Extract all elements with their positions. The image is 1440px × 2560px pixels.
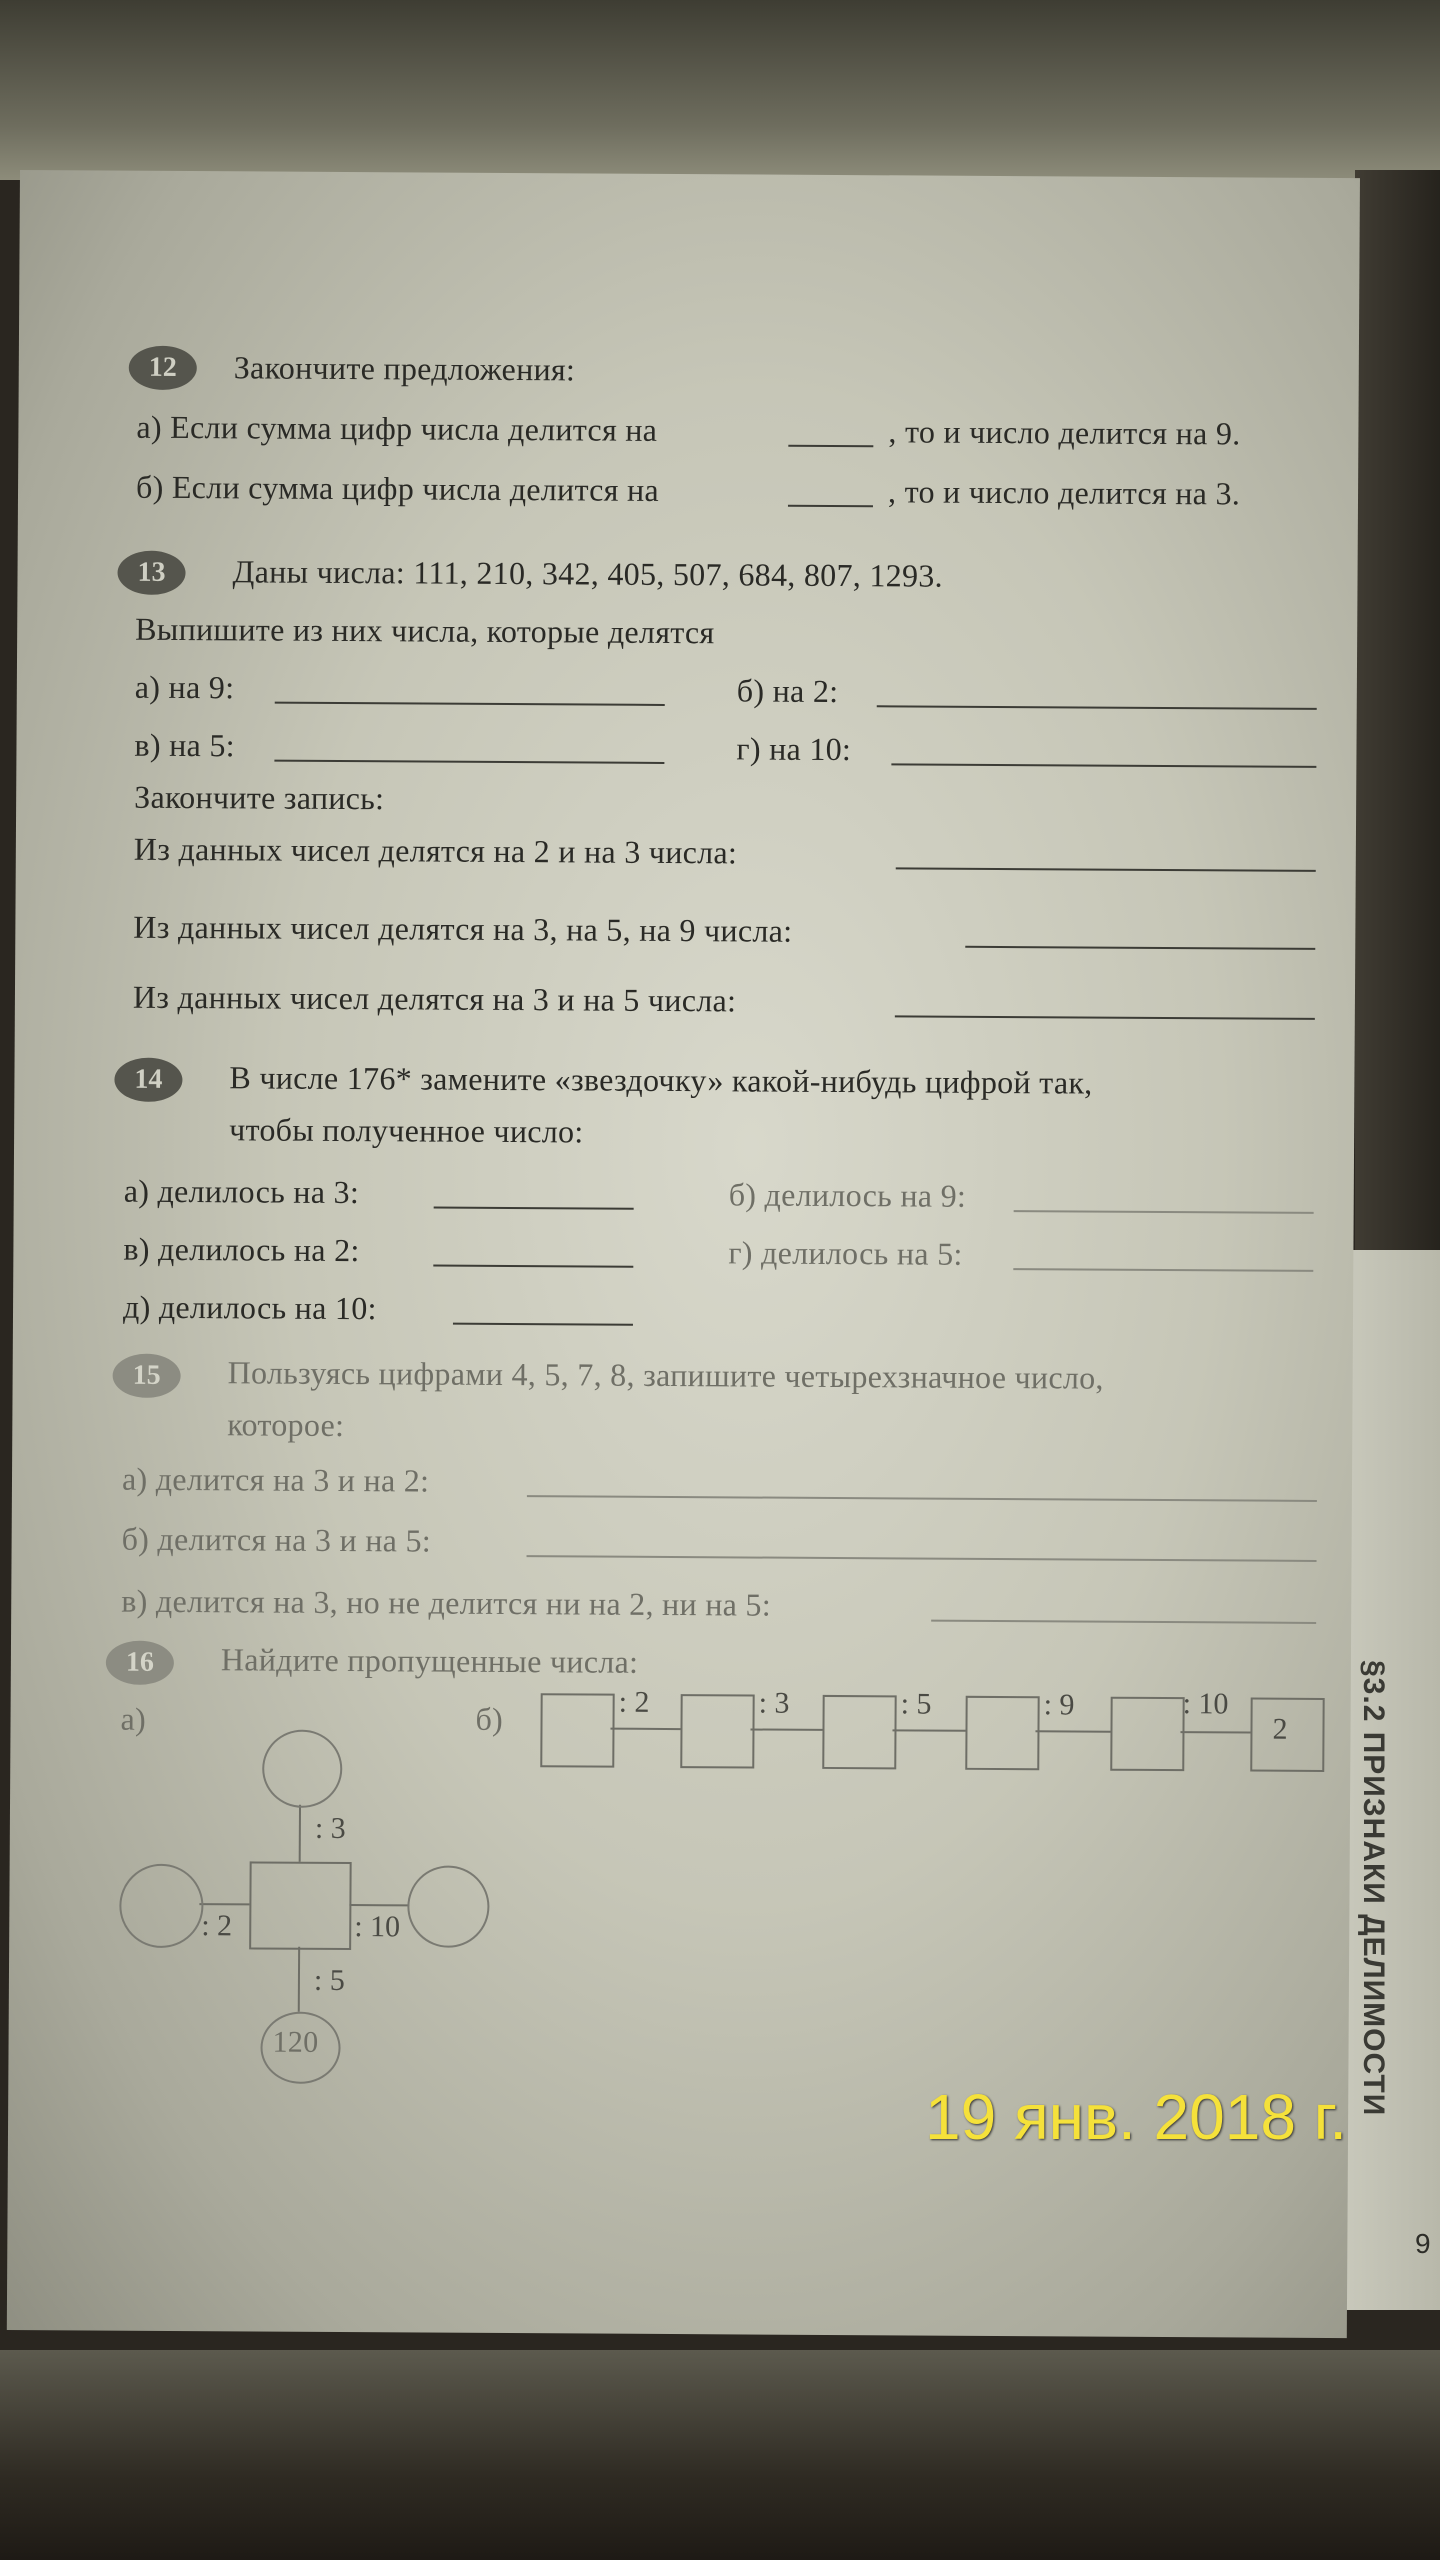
task-15-b-label: б) делится на 3 и на 5:	[121, 1520, 432, 1559]
task-15-title-line2: которое:	[227, 1406, 345, 1444]
task-16-title: Найдите пропущенные числа:	[220, 1641, 639, 1680]
photo-background-top	[0, 0, 1440, 180]
task-16-a-op-down: : 5	[313, 1963, 345, 1998]
task-14-b-label: б) делилось на 9:	[728, 1176, 967, 1214]
task-12-number: 12	[129, 346, 197, 390]
task-16-a-result: 120	[272, 2025, 319, 2059]
task-13-b-label: б) на 2:	[736, 672, 839, 710]
task-14-d-label: д) делилось на 10:	[122, 1288, 377, 1327]
task-13-finish: Закончите запись:	[134, 778, 385, 817]
task-15-number: 15	[113, 1354, 181, 1398]
task-16-number: 16	[106, 1641, 174, 1685]
task-16-b-arrows	[8, 170, 1360, 2178]
task-16-b-result: 2	[1272, 1712, 1288, 1746]
task-13-g-label: г) на 10:	[736, 730, 852, 768]
task-14-number: 14	[114, 1058, 182, 1102]
task-12-b-suffix: , то и число делится на 3.	[887, 473, 1241, 512]
task-12-b-prefix: б) Если сумма цифр числа делится на	[135, 468, 660, 508]
task-16-a-op-left: : 2	[201, 1909, 233, 1943]
task-13-line3-label: Из данных чисел делятся на 3 и на 5 числа:	[132, 978, 737, 1019]
task-14-v-label: в) делилось на 2:	[123, 1230, 360, 1269]
task-16-b-op-5: : 10	[1182, 1687, 1229, 1721]
task-13-subtitle: Выпишите из них числа, которые делятся	[135, 610, 715, 651]
task-15-v-label: в) делится на 3, но не делится ни на 2, ни на 5:	[121, 1582, 772, 1623]
task-13-line2-label: Из данных чисел делятся на 3, на 5, на 9 числа:	[133, 908, 793, 949]
task-14-g-label: г) делилось на 5:	[728, 1234, 963, 1272]
task-14-title-line1: В числе 176* замените «звездочку» какой-нибудь цифрой так,	[229, 1059, 1093, 1101]
task-16-b-op-1: : 2	[618, 1685, 650, 1719]
task-16-a-op-right: : 10	[354, 1910, 401, 1944]
workbook-page	[7, 170, 1360, 2338]
task-14-a-label: а) делилось на 3:	[123, 1172, 360, 1211]
section-side-title: §3.2 ПРИЗНАКИ ДЕЛИМОСТИ	[1357, 1660, 1390, 2117]
task-16-a-op-up: : 3	[314, 1811, 346, 1846]
task-16-b-op-3: : 5	[900, 1687, 932, 1721]
photo-background-right	[1355, 170, 1440, 1290]
task-13-line1-label: Из данных чисел делятся на 2 и на 3 числа:	[133, 830, 738, 871]
task-15-title-line1: Пользуясь цифрами 4, 5, 7, 8, запишите четырехзначное число,	[227, 1354, 1104, 1396]
page-edge	[1340, 1250, 1440, 2310]
task-16-b-op-4: : 9	[1043, 1688, 1075, 1722]
task-12-a-prefix: а) Если сумма цифр числа делится на	[136, 408, 658, 448]
task-13-v-label: в) на 5:	[134, 726, 235, 764]
task-13-title: Даны числа: 111, 210, 342, 405, 507, 684, 807, 1293.	[232, 553, 944, 594]
task-14-title-line2: чтобы полученное число:	[229, 1111, 584, 1150]
task-13-number: 13	[117, 551, 185, 595]
task-16-b-op-2: : 3	[758, 1686, 790, 1720]
task-12-a-suffix: , то и число делится на 9.	[888, 413, 1241, 452]
photo-date-stamp: 19 янв. 2018 г.	[925, 2081, 1347, 2153]
task-16-part-a-label: а)	[120, 1700, 147, 1737]
task-12-title: Закончите предложения:	[233, 349, 576, 388]
task-16-part-b-label: б)	[475, 1700, 504, 1737]
task-13-a-label: а) на 9:	[134, 668, 235, 706]
task-15-a-label: а) делится на 3 и на 2:	[121, 1460, 430, 1499]
page-number: 9	[1415, 2228, 1431, 2259]
photo-background-bottom	[0, 2350, 1440, 2560]
